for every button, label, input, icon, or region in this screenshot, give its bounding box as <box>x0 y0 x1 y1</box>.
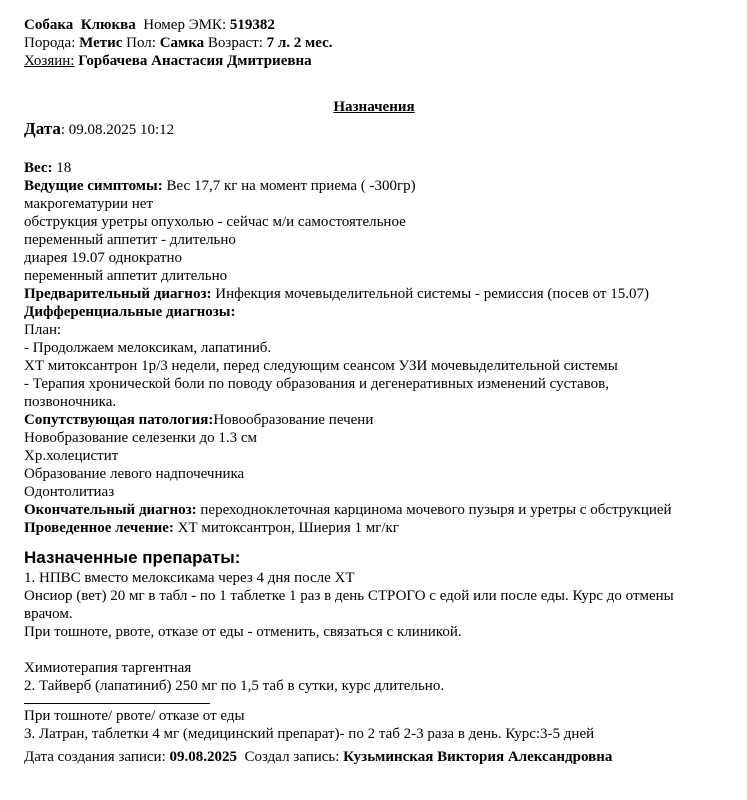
diff-diagnosis-line <box>24 303 724 321</box>
symptom-line: переменный аппетит - длительно <box>24 232 236 248</box>
treatment-line <box>24 519 724 537</box>
weight-line <box>24 159 724 177</box>
prelim-label: Предварительный диагноз: <box>24 286 212 302</box>
created-value: 09.08.2025 <box>169 749 237 765</box>
author-label: Создал запись: <box>244 749 340 765</box>
patient-line-1 <box>24 16 724 34</box>
date-label: Дата <box>24 119 61 138</box>
comorb-first: Новообразование печени <box>213 412 374 428</box>
symptoms-label: Ведущие симптомы: <box>24 178 163 194</box>
prelim-value: Инфекция мочевыделительной системы - ремиссия (посев от 15.07) <box>211 286 649 302</box>
rx-line: При тошноте, рвоте, отказе от еды - отменить, связаться с клиникой. <box>24 624 462 640</box>
treatment-label: Проведенное лечение: <box>24 520 174 536</box>
patient-line-2 <box>24 34 724 52</box>
plan-line: ХТ митоксантрон 1р/3 недели, перед следующим сеансом УЗИ мочевыделительной системы <box>24 358 618 374</box>
emk-value: 519382 <box>229 17 275 33</box>
symptom-line: диарея 19.07 однократно <box>24 250 182 266</box>
sex-value: Самка <box>159 35 205 51</box>
breed-label: Порода: <box>24 35 76 51</box>
document-title: Назначения <box>333 99 415 115</box>
symptoms-line <box>24 177 724 195</box>
final-diagnosis-line <box>24 501 724 519</box>
rx-line: Онсиор (вет) 20 мг в табл - по 1 таблетке 1 раз в день СТРОГО с едой или после еды. Курс до отмены врачом. <box>24 588 674 622</box>
comorb-label: Сопутствующая патология: <box>24 412 214 428</box>
plan-line: позвоночника. <box>24 394 117 410</box>
sex-label: Пол: <box>126 35 156 51</box>
symptom-line: макрогематурии нет <box>24 196 154 212</box>
treatment-value: ХТ митоксантрон, Шиерия 1 мг/кг <box>173 520 399 536</box>
symptoms-first: Вес 17,7 кг на момент приема ( -300гр) <box>162 178 416 194</box>
symptom-line: переменный аппетит длительно <box>24 268 228 284</box>
pet-name: Клюква <box>80 17 136 33</box>
prelim-diagnosis-line <box>24 285 724 303</box>
final-label: Окончательный диагноз: <box>24 502 197 518</box>
author-value: Кузьминская Виктория Александровна <box>343 749 613 765</box>
date-value: : 09.08.2025 10:12 <box>60 122 175 138</box>
prescriptions-title: Назначенные препараты: <box>24 548 241 567</box>
weight-label: Вес: <box>24 160 53 176</box>
comorb-item: Образование левого надпочечника <box>24 466 245 482</box>
final-value: переходноклеточная карцинома мочевого пузыря и уретры с обструкцией <box>196 502 672 518</box>
document <box>24 16 724 767</box>
breed-value: Метис <box>79 35 123 51</box>
plan-line: - Терапия хронической боли по поводу образования и дегенеративных изменений суставов, <box>24 376 609 392</box>
comorb-item: Новобразование селезенки до 1.3 см <box>24 430 257 446</box>
rx-line: Химиотерапия таргентная <box>24 660 192 676</box>
comorb-item: Одонтолитиаз <box>24 484 115 500</box>
symptom-line: обструкция уретры опухолью - сейчас м/и самостоятельное <box>24 214 406 230</box>
emk-label: Номер ЭМК: <box>143 17 227 33</box>
rx-line: При тошноте/ рвоте/ отказе от еды <box>24 708 245 724</box>
comorb-item: Хр.холецистит <box>24 448 119 464</box>
rx-line: 3. Латран, таблетки 4 мг (медицинский препарат)- по 2 таб 2-3 раза в день. Курс:3-5 дней <box>24 726 595 742</box>
weight-value: 18 <box>52 160 72 176</box>
rx-line: 1. НПВС вместо мелоксикама через 4 дня после ХТ <box>24 570 355 586</box>
created-label: Дата создания записи: <box>24 749 166 765</box>
record-footer <box>24 747 724 767</box>
plan-line: План: <box>24 322 62 338</box>
species: Собака <box>24 17 74 33</box>
age-label: Возраст: <box>207 35 263 51</box>
age-value: 7 л. 2 мес. <box>266 35 333 51</box>
rx-line: 2. Тайверб (лапатиниб) 250 мг по 1,5 таб в сутки, курс длительно. <box>24 678 445 694</box>
comorbidity-line <box>24 411 724 429</box>
owner-line <box>24 52 724 70</box>
owner-value: Горбачева Анастасия Дмитриевна <box>78 53 312 69</box>
diff-label: Дифференциальные диагнозы: <box>24 304 236 320</box>
divider <box>24 703 210 704</box>
visit-date-line <box>24 118 724 141</box>
plan-line: - Продолжаем мелоксикам, лапатиниб. <box>24 340 272 356</box>
owner-label: Хозяин: <box>24 53 75 69</box>
